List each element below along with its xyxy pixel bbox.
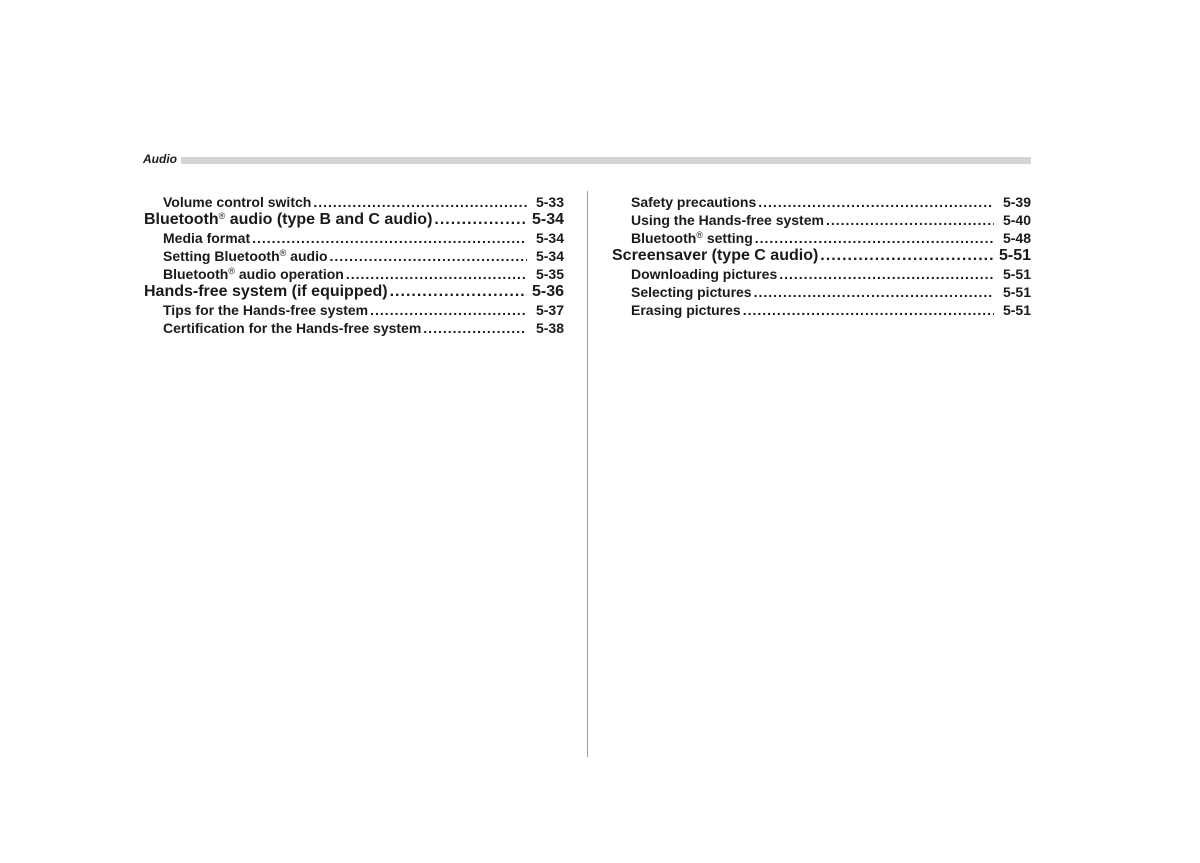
toc-entry-label: Tips for the Hands-free system [163,302,369,318]
header-rule [181,157,1031,164]
toc-entry-label: Using the Hands-free system [631,212,824,228]
toc-entry-bluetooth-audio[interactable] [144,211,564,229]
toc-entry-label: Bluetooth® audio (type B and C audio) [144,211,433,228]
toc-entry-label: Certification for the Hands-free system [163,320,422,336]
toc-entry-page: 5-40 [1002,212,1031,228]
toc-entry-label: Hands-free system (if equipped) [144,283,388,300]
toc-entry-page: 5-34 [535,230,564,246]
dot-leader [434,211,527,229]
toc-entry-page: 5-34 [535,248,564,264]
dot-leader [758,193,994,211]
dot-leader [330,247,527,265]
toc-entry-page: 5-35 [535,266,564,282]
toc-right-column [612,193,1031,319]
toc-entry-page: 5-51 [998,247,1031,264]
toc-left-column [144,193,564,337]
toc-entry-page: 5-48 [1002,230,1031,246]
toc-entry-hands-free-system[interactable] [144,283,564,301]
toc-entry-safety-precautions[interactable] [612,193,1031,211]
toc-entry-label: Selecting pictures [631,284,752,300]
dot-leader [423,319,527,337]
toc-entry-label: Bluetooth® audio operation [163,266,344,282]
dot-leader [754,283,994,301]
toc-entry-screensaver[interactable] [612,247,1031,265]
toc-entry-label: Erasing pictures [631,302,741,318]
toc-entry-page: 5-39 [1002,194,1031,210]
dot-leader [252,229,527,247]
dot-leader [346,265,527,283]
toc-entry-label: Bluetooth® setting [631,230,753,246]
toc-entry-certification-hands-free[interactable] [144,319,564,337]
toc-entry-label: Volume control switch [163,194,312,210]
toc-entry-downloading-pictures[interactable] [612,265,1031,283]
toc-entry-page: 5-51 [1002,284,1031,300]
dot-leader [743,301,994,319]
dot-leader [370,301,527,319]
toc-entry-erasing-pictures[interactable] [612,301,1031,319]
toc-entry-selecting-pictures[interactable] [612,283,1031,301]
toc-entry-label: Safety precautions [631,194,757,210]
toc-entry-setting-bluetooth-audio[interactable] [144,247,564,265]
toc-entry-page: 5-38 [535,320,564,336]
section-header-title: Audio [143,152,177,166]
dot-leader [390,283,527,301]
column-divider [587,191,588,757]
toc-entry-bluetooth-setting[interactable] [612,229,1031,247]
toc-entry-page: 5-36 [531,283,564,300]
dot-leader [779,265,994,283]
toc-entry-tips-hands-free[interactable] [144,301,564,319]
toc-entry-label: Screensaver (type C audio) [612,247,819,264]
toc-entry-label: Media format [163,230,251,246]
dot-leader [313,193,527,211]
toc-entry-label: Setting Bluetooth® audio [163,248,328,264]
dot-leader [755,229,994,247]
toc-entry-page: 5-37 [535,302,564,318]
toc-entry-volume-control-switch[interactable] [144,193,564,211]
toc-entry-label: Downloading pictures [631,266,778,282]
toc-entry-using-hands-free[interactable] [612,211,1031,229]
toc-entry-page: 5-51 [1002,302,1031,318]
toc-entry-page: 5-34 [531,211,564,228]
toc-entry-page: 5-33 [535,194,564,210]
toc-entry-media-format[interactable] [144,229,564,247]
dot-leader [826,211,994,229]
toc-entry-bluetooth-audio-operation[interactable] [144,265,564,283]
toc-entry-page: 5-51 [1002,266,1031,282]
dot-leader [820,247,994,265]
